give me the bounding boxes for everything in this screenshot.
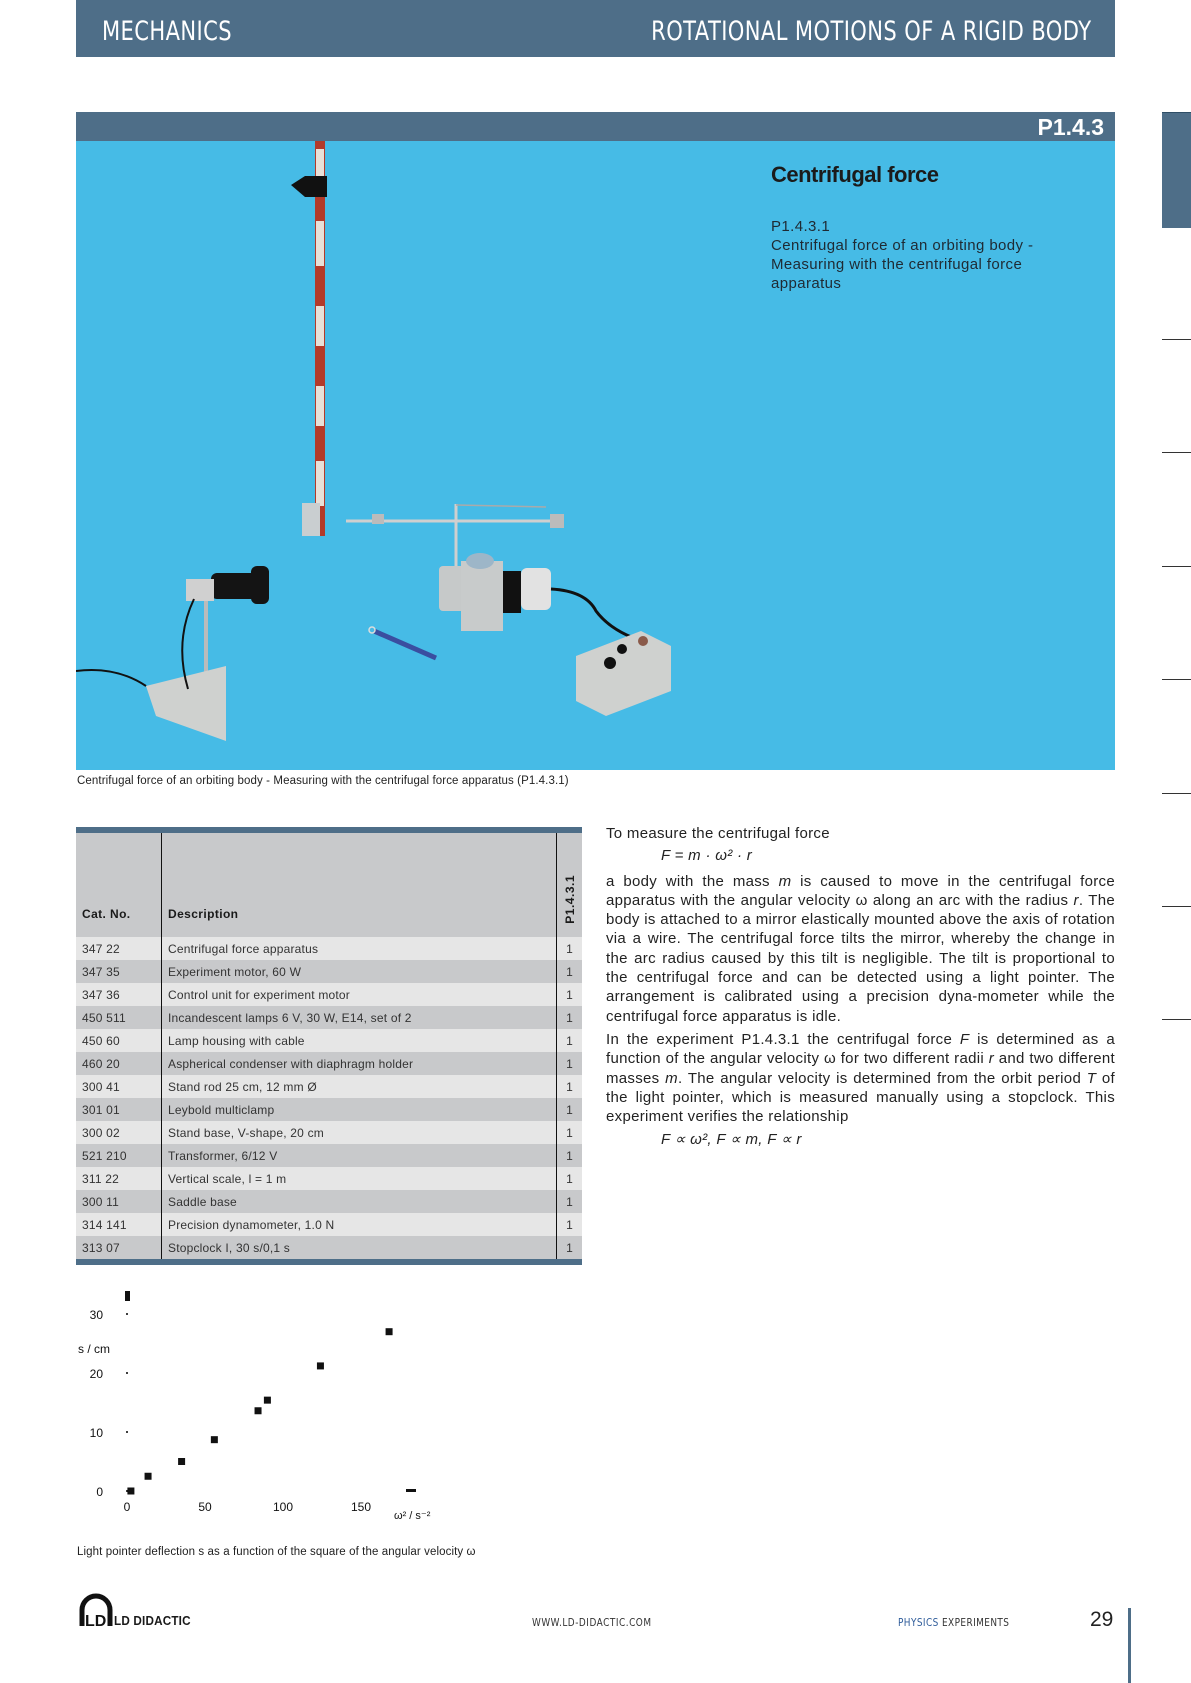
- centrifugal-apparatus-icon: [346, 504, 642, 641]
- cell-quantity: 1: [557, 960, 583, 983]
- chapter-tab-divider: [1162, 906, 1191, 907]
- cell-cat-no: 450 60: [76, 1029, 162, 1052]
- cell-description: Lamp housing with cable: [162, 1029, 557, 1052]
- chapter-tab-divider: [1162, 793, 1191, 794]
- table-row: [76, 1075, 582, 1098]
- table-row: [76, 1213, 582, 1236]
- cell-description: Stand rod 25 cm, 12 mm Ø: [162, 1075, 557, 1098]
- cell-description: Aspherical condenser with diaphragm holder: [162, 1052, 557, 1075]
- chapter-tab-divider: [1162, 566, 1191, 567]
- cell-description: Leybold multiclamp: [162, 1098, 557, 1121]
- x-tick-label: 50: [198, 1500, 212, 1514]
- x-tick-label: 0: [123, 1500, 131, 1514]
- table-row: [76, 1167, 582, 1190]
- table-row: [76, 1121, 582, 1144]
- control-unit-icon: [576, 631, 671, 716]
- y-tick-mark: [126, 1372, 128, 1374]
- cell-description: Stand base, V-shape, 20 cm: [162, 1121, 557, 1144]
- y-tick-label: 20: [89, 1367, 103, 1381]
- x-axis-arrow: [406, 1489, 416, 1492]
- y-tick-label: 30: [89, 1308, 103, 1322]
- cell-quantity: 1: [557, 1029, 583, 1052]
- photo-caption: Centrifugal force of an orbiting body - Measuring with the centrifugal force apparatus (P1.4.3.1): [77, 775, 569, 787]
- cell-description: Vertical scale, l = 1 m: [162, 1167, 557, 1190]
- cell-cat-no: 314 141: [76, 1213, 162, 1236]
- svg-text:LD: LD: [85, 1613, 107, 1630]
- cell-quantity: 1: [557, 1236, 583, 1259]
- cell-quantity: 1: [557, 1075, 583, 1098]
- equipment-table: [76, 827, 582, 1265]
- footer-section-rest: EXPERIMENTS: [938, 1617, 1010, 1629]
- vertical-scale-icon: [291, 141, 327, 536]
- table-row: [76, 1006, 582, 1029]
- y-tick-label: 10: [89, 1426, 103, 1440]
- x-tick-label: 150: [350, 1500, 372, 1514]
- experiment-description: [771, 217, 1071, 293]
- section-code-bar: [76, 112, 1115, 141]
- cell-cat-no: 347 36: [76, 983, 162, 1006]
- table-row: [76, 1236, 582, 1259]
- table-row: [76, 983, 582, 1006]
- cell-cat-no: 300 11: [76, 1190, 162, 1213]
- table-row: [76, 937, 582, 960]
- data-point: [264, 1397, 271, 1404]
- cell-cat-no: 301 01: [76, 1098, 162, 1121]
- cell-quantity: 1: [557, 1167, 583, 1190]
- x-tick-label: 100: [272, 1500, 294, 1514]
- cell-cat-no: 300 41: [76, 1075, 162, 1098]
- ld-didactic-logo: [76, 1592, 206, 1637]
- page-number: 29: [1090, 1608, 1114, 1631]
- chart-caption: Light pointer deflection s as a function of the square of the angular velocity ω: [77, 1546, 476, 1558]
- table-row: [76, 1144, 582, 1167]
- cell-cat-no: 460 20: [76, 1052, 162, 1075]
- chapter-tab-divider: [1162, 339, 1191, 340]
- cell-description: Incandescent lamps 6 V, 30 W, E14, set of 2: [162, 1006, 557, 1029]
- cell-cat-no: 347 35: [76, 960, 162, 983]
- y-tick-mark: [126, 1313, 128, 1315]
- table-bottom-bar: [76, 1259, 582, 1265]
- cell-description: Precision dynamometer, 1.0 N: [162, 1213, 557, 1236]
- deflection-chart: [76, 1285, 476, 1540]
- data-point: [255, 1407, 262, 1414]
- cell-quantity: 1: [557, 937, 583, 960]
- intro-line: To measure the centrifugal force: [606, 825, 830, 842]
- data-point: [386, 1328, 393, 1335]
- formula-centrifugal-force: F = m · ω² · r: [661, 847, 753, 865]
- chapter-tab-divider: [1162, 679, 1191, 680]
- page-header-bar: [76, 0, 1115, 57]
- y-axis-arrow: [125, 1291, 130, 1301]
- cell-quantity: 1: [557, 1006, 583, 1029]
- dynamometer-icon: [369, 627, 436, 658]
- chapter-tab-divider: [1162, 452, 1191, 453]
- data-point: [145, 1473, 152, 1480]
- header-section-title: MECHANICS: [102, 16, 232, 47]
- column-header-cat-no: Cat. No.: [76, 833, 162, 937]
- data-point: [178, 1458, 185, 1465]
- apparatus-photo: [76, 141, 1115, 770]
- x-axis-label: ω² / s⁻²: [394, 1510, 431, 1522]
- paragraph-1: a body with the mass m is caused to move in the centrifugal force apparatus with the angular velocity ω along an arc with the radius r. The body is attached to a mirror elastically mounted above the axis of rotation via a wire. The centrifugal force tilts the mirror, whereby the change in the arc radius caused by this tilt is negligible. The tilt is proportional to the centrifugal force and can be detected using a light pointer. The arrangement is calibrated using a precision dyna-mometer while the centrifugal force apparatus is idle.: [606, 872, 1115, 1025]
- y-axis-label: s / cm: [78, 1342, 110, 1356]
- y-tick-label: 0: [96, 1485, 103, 1499]
- cell-quantity: 1: [557, 1144, 583, 1167]
- experiment-column-label: P1.4.3.1: [562, 875, 577, 924]
- lamp-housing-icon: [76, 566, 269, 741]
- cell-description: Transformer, 6/12 V: [162, 1144, 557, 1167]
- experiment-title: Centrifugal force: [771, 162, 939, 187]
- page-marker-line: [1128, 1608, 1131, 1683]
- experiment-number: P1.4.3.1: [771, 218, 831, 235]
- table-row: [76, 1098, 582, 1121]
- cell-description: Saddle base: [162, 1190, 557, 1213]
- cell-description: Stopclock I, 30 s/0,1 s: [162, 1236, 557, 1259]
- cell-quantity: 1: [557, 1121, 583, 1144]
- table-row: [76, 1029, 582, 1052]
- table-row: [76, 960, 582, 983]
- footer-section-accent: PHYSICS: [898, 1617, 939, 1629]
- paragraph-2: In the experiment P1.4.3.1 the centrifugal force F is determined as a function of the angular velocity ω for two different radii r and two different masses m. The angular velocity is determined from the orbit period T of the light pointer, which is measured manually using a stopclock. This experiment verifies the relationship: [606, 1030, 1116, 1126]
- cell-cat-no: 521 210: [76, 1144, 162, 1167]
- chart-plot: [76, 1285, 476, 1540]
- data-point: [211, 1436, 218, 1443]
- table-row: [76, 1052, 582, 1075]
- footer-url[interactable]: WWW.LD-DIDACTIC.COM: [532, 1617, 652, 1629]
- cell-cat-no: 313 07: [76, 1236, 162, 1259]
- chapter-tab-active[interactable]: [1162, 112, 1191, 228]
- column-header-experiment: [557, 833, 583, 937]
- cell-description: Experiment motor, 60 W: [162, 960, 557, 983]
- column-header-description: Description: [162, 833, 557, 937]
- data-point: [127, 1488, 134, 1495]
- cell-description: Control unit for experiment motor: [162, 983, 557, 1006]
- cell-quantity: 1: [557, 1052, 583, 1075]
- chapter-tab-divider: [1162, 1019, 1191, 1020]
- data-point: [317, 1362, 324, 1369]
- table-row: [76, 1190, 582, 1213]
- cell-cat-no: 347 22: [76, 937, 162, 960]
- experiment-subtitle: Centrifugal force of an orbiting body - Measuring with the centrifugal force apparatus: [771, 237, 1034, 292]
- cell-quantity: 1: [557, 1190, 583, 1213]
- table-header-row: [76, 833, 582, 937]
- cell-cat-no: 300 02: [76, 1121, 162, 1144]
- y-tick-mark: [126, 1431, 128, 1433]
- section-code: P1.4.3: [1037, 114, 1104, 140]
- brand-name: LD DIDACTIC: [114, 1613, 191, 1628]
- cell-quantity: 1: [557, 1213, 583, 1236]
- cell-cat-no: 450 511: [76, 1006, 162, 1029]
- formula-proportionality: F ∝ ω², F ∝ m, F ∝ r: [661, 1131, 802, 1149]
- cell-quantity: 1: [557, 983, 583, 1006]
- footer-section-label: [898, 1617, 1009, 1629]
- cell-cat-no: 311 22: [76, 1167, 162, 1190]
- header-chapter-title: ROTATIONAL MOTIONS OF A RIGID BODY: [650, 16, 1091, 47]
- experiment-body-text: [606, 824, 1115, 1156]
- cell-quantity: 1: [557, 1098, 583, 1121]
- cell-description: Centrifugal force apparatus: [162, 937, 557, 960]
